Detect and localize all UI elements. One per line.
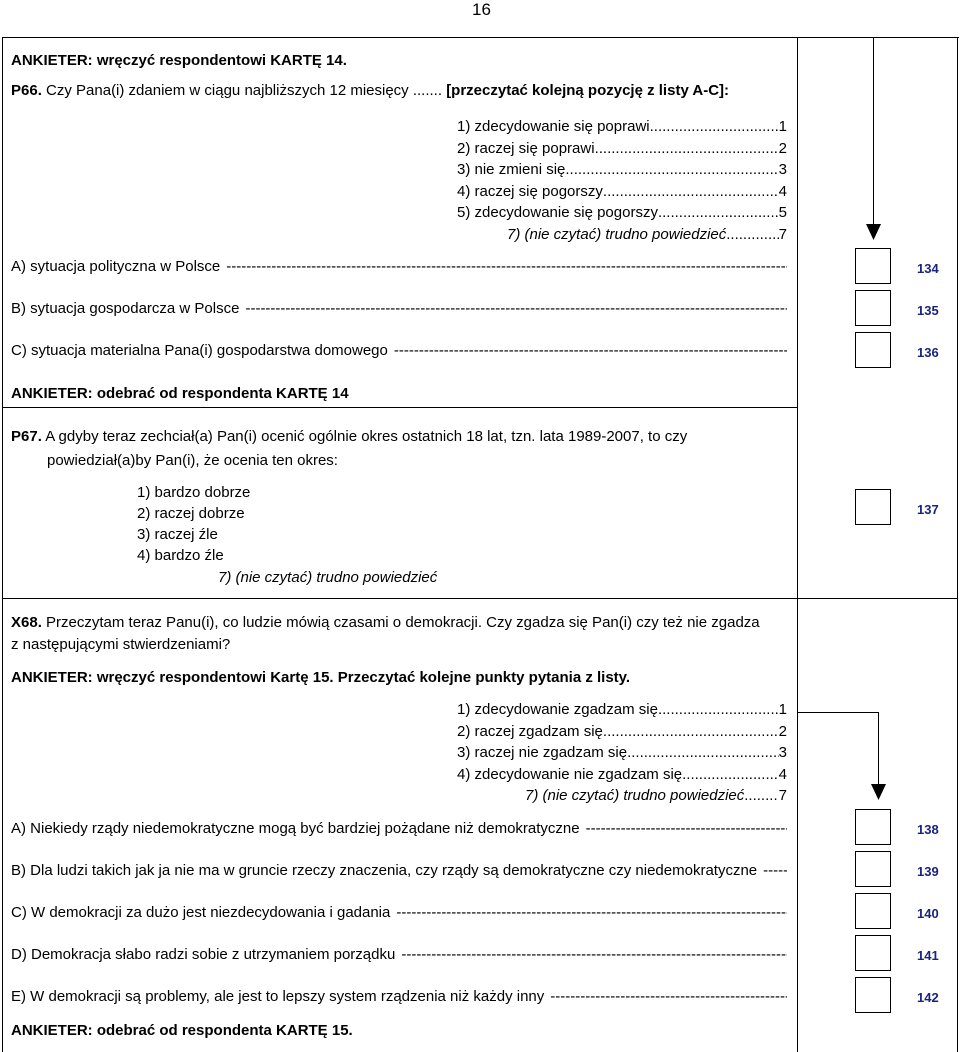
option-item: 7) (nie czytać) trudno powiedzieć ..... 7	[457, 226, 787, 248]
question-label: X68.	[11, 614, 42, 631]
option-item: 2) raczej dobrze	[137, 505, 245, 522]
answer-box[interactable]	[855, 248, 891, 284]
column-code: 136	[917, 345, 939, 360]
question-note: [przeczytać kolejną pozycję z listy A-C]:	[446, 82, 730, 99]
column-code: 134	[917, 261, 939, 276]
answer-box[interactable]	[855, 935, 891, 971]
option-item: 1) bardzo dobrze	[137, 484, 251, 501]
arrow-down-icon	[866, 224, 881, 240]
frame-divider	[797, 37, 798, 1052]
option-item: 1) zdecydowanie zgadzam się ..... 1	[457, 701, 787, 723]
frame-top	[2, 37, 959, 38]
answer-box[interactable]	[855, 489, 891, 525]
column-code: 135	[917, 303, 939, 318]
answer-box[interactable]	[855, 290, 891, 326]
item-p66-a: A) sytuacja polityczna w Polsce -----	[11, 258, 787, 276]
option-item: 3) raczej źle	[137, 526, 218, 543]
item-x68-a: A) Niekiedy rządy niedemokratyczne mogą być bardziej pożądane niż demokratyczne -----	[11, 820, 787, 838]
option-item: 4) zdecydowanie nie zgadzam się ..... 4	[457, 766, 787, 788]
answer-box[interactable]	[855, 851, 891, 887]
options-p66	[457, 118, 787, 247]
separator-x68	[2, 598, 957, 599]
question-text: Czy Pana(i) zdaniem w ciągu najbliższych 12 miesięcy .......	[46, 82, 443, 99]
option-item: 1) zdecydowanie się poprawi ..... 1	[457, 118, 787, 140]
option-item: 2) raczej się poprawi ..... 2	[457, 140, 787, 162]
option-item: 5) zdecydowanie się pogorszy ..... 5	[457, 204, 787, 226]
question-p67	[11, 428, 687, 446]
question-p66	[11, 82, 729, 100]
end-instruction-card14: ANKIETER: odebrać od respondenta KARTĘ 14	[11, 385, 349, 402]
column-code: 140	[917, 906, 939, 921]
item-p66-c: C) sytuacja materialna Pana(i) gospodarstwa domowego -----	[11, 342, 787, 360]
answer-box[interactable]	[855, 809, 891, 845]
instruction-card15: ANKIETER: wręczyć respondentowi Kartę 15. Przeczytać kolejne punkty pytania z listy.	[11, 669, 631, 686]
answer-box[interactable]	[855, 893, 891, 929]
answer-box[interactable]	[855, 977, 891, 1013]
option-item: 2) raczej zgadzam się ..... 2	[457, 723, 787, 745]
option-item: 7) (nie czytać) trudno powiedzieć ..... 7	[457, 787, 787, 809]
option-item: 7) (nie czytać) trudno powiedzieć	[218, 569, 438, 586]
end-instruction-card15: ANKIETER: odebrać od respondenta KARTĘ 15.	[11, 1022, 353, 1039]
column-code: 142	[917, 990, 939, 1005]
item-x68-c: C) W demokracji za dużo jest niezdecydowania i gadania -----	[11, 904, 787, 922]
question-label: P66.	[11, 82, 42, 99]
question-x68-line2: z następującymi stwierdzeniami?	[11, 636, 231, 653]
column-code: 137	[917, 502, 939, 517]
question-text: Przeczytam teraz Panu(i), co ludzie mówią czasami o demokracji. Czy zgadza się Pan(i) czy też nie zgadza	[46, 614, 760, 631]
instruction-card14: ANKIETER: wręczyć respondentowi KARTĘ 14.	[11, 52, 347, 69]
question-text: A gdyby teraz zechciał(a) Pan(i) ocenić ogólnie okres ostatnich 18 lat, tzn. lata 1989-2007, to czy	[45, 428, 688, 445]
page-number: 16	[472, 0, 491, 19]
option-item: 3) nie zmieni się ..... 3	[457, 161, 787, 183]
item-x68-d: D) Demokracja słabo radzi sobie z utrzymaniem porządku -----	[11, 946, 787, 964]
arrow-down-icon	[871, 784, 886, 800]
item-x68-e: E) W demokracji są problemy, ale jest to lepszy system rządzenia niż każdy inny -----	[11, 988, 787, 1006]
column-code: 141	[917, 948, 939, 963]
answer-box[interactable]	[855, 332, 891, 368]
arrow-elbow	[798, 712, 878, 713]
option-item: 4) raczej się pogorszy ..... 4	[457, 183, 787, 205]
column-code: 138	[917, 822, 939, 837]
option-item: 3) raczej nie zgadzam się ..... 3	[457, 744, 787, 766]
question-label: P67.	[11, 428, 42, 445]
arrow-shaft	[873, 37, 874, 232]
separator-p67	[2, 407, 797, 408]
frame-right	[957, 37, 958, 1052]
frame-left	[2, 37, 3, 1052]
question-x68	[11, 614, 760, 632]
options-x68	[457, 701, 787, 809]
item-x68-b: B) Dla ludzi takich jak ja nie ma w gruncie rzeczy znaczenia, czy rządy są demokratyczne czy niedemokratyczne -----	[11, 862, 787, 880]
item-p66-b: B) sytuacja gospodarcza w Polsce -----	[11, 300, 787, 318]
column-code: 139	[917, 864, 939, 879]
arrow-shaft	[878, 712, 879, 790]
option-item: 4) bardzo źle	[137, 547, 224, 564]
question-p67-line2: powiedział(a)by Pan(i), że ocenia ten okres:	[47, 452, 338, 469]
